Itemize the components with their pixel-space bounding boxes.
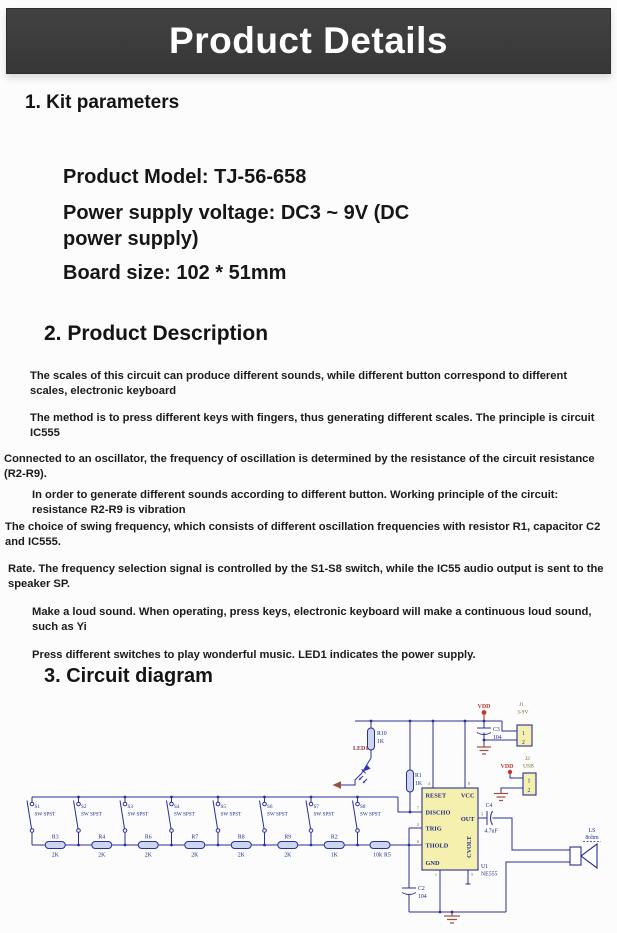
resistor-value: 2K [237, 852, 245, 859]
connector-pin: 1 [527, 778, 531, 785]
resistor-r7 [185, 835, 205, 859]
ic-pin-number: 4 [427, 781, 430, 786]
connector-pin: 2 [527, 788, 531, 794]
description-paragraph: Connected to an oscillator, the frequency of oscillation is determined by the resistance of the circuit resistance (R2-R9). [4, 453, 595, 480]
capacitor-ref: C3 [493, 727, 500, 733]
ground-icon [444, 912, 460, 923]
ic-pin-number: 6 [416, 839, 419, 844]
resistor-ref: R4 [98, 834, 106, 841]
description-paragraph: Make a loud sound. When operating, press keys, electronic keyboard will make a continuous loud sound, such as Yi [32, 606, 592, 633]
connector-j2 [523, 756, 536, 795]
product-description-body [0, 369, 617, 663]
connector-ref: J2 [525, 756, 530, 762]
switch-type: SW SPST [313, 811, 335, 818]
connector-j1 [517, 702, 532, 746]
capacitor-ref: C4 [485, 803, 493, 809]
resistor-ref: R10 [377, 731, 387, 737]
product-description-heading: 2. Product Description [44, 322, 269, 345]
switch-type: SW SPST [127, 811, 149, 818]
switch-ref: S3 [127, 804, 133, 810]
power-arrow-icon [333, 781, 342, 789]
resistor-r6 [138, 835, 158, 859]
speaker-ref: LS [588, 828, 596, 834]
ic-pin-thold: THOLD [425, 842, 449, 850]
resistor-ref: R6 [144, 834, 152, 841]
resistor-r1 [407, 770, 423, 792]
description-paragraph: The scales of this circuit can produce different sounds, while different button correspond to different scales, electronic keyboard [30, 370, 568, 397]
connector-pin: 1 [522, 731, 525, 737]
switch-type: SW SPST [174, 811, 195, 818]
switch-type: SW SPST [34, 811, 56, 818]
capacitor-ref: C2 [418, 886, 425, 892]
resistor-value: 2K [191, 852, 199, 859]
ic-pin-number: 2 [416, 822, 419, 827]
resistor-r9 [278, 835, 298, 859]
switch-s8 [353, 797, 382, 845]
resistor-ref: R9 [284, 834, 292, 841]
switch-ref: S5 [220, 804, 226, 810]
switch-ref: S4 [174, 804, 180, 810]
header-banner [6, 8, 611, 74]
ic-pin-gnd: GND [425, 860, 440, 867]
capacitor-value: 104 [418, 894, 427, 900]
resistor-value: 1K [377, 739, 385, 745]
resistor-ref: R3 [51, 834, 59, 841]
led-icon [353, 746, 371, 783]
resistor-value: 2K [284, 852, 292, 859]
ic-pin-reset: RESET [425, 792, 447, 800]
led-ref: LED1 [353, 746, 369, 752]
resistor-ref: R2 [330, 834, 338, 841]
speaker-value: 8ohm [585, 835, 599, 841]
resistor-r4 [92, 835, 112, 859]
ic-part-number: NE555 [481, 871, 498, 878]
kit-parameters-list [63, 164, 483, 286]
ground-icon [494, 791, 508, 801]
vdd-flag-icon [478, 704, 492, 721]
vdd-label: VDD [500, 764, 514, 770]
connector-ref: J1 [519, 702, 524, 708]
switch-type: SW SPST [267, 811, 288, 818]
resistor-ref: R5 [384, 852, 391, 859]
capacitor-c3 [477, 727, 502, 741]
resistor-ref: R8 [237, 834, 245, 841]
switch-ref: S8 [360, 804, 366, 810]
description-paragraph: The choice of swing frequency, which consists of different oscillation frequencies with resistor R1, capacitor C2 and IC555. [5, 521, 601, 548]
kit-power-line: Power supply voltage: DC3 ~ 9V (DC power supply) [63, 202, 410, 250]
ic-pin-number: 1 [434, 872, 437, 877]
resistor-r5 [370, 842, 391, 859]
resistor-r3 [45, 835, 65, 859]
circuit-diagram-heading: 3. Circuit diagram [44, 665, 213, 687]
ic-pin-number: 8 [468, 781, 471, 786]
resistor-value: 2K [98, 852, 106, 859]
ic-pin-discho: DISCHO [425, 809, 451, 817]
capacitor-c4 [484, 803, 498, 835]
ic-ref: U1 [481, 864, 489, 870]
description-paragraph: In order to generate different sounds according to different button. Working principle of the circuit: resistance R2-R9 is vibration [32, 489, 559, 516]
capacitor-value: 4.7uF [484, 828, 498, 835]
switch-type: SW SPST [360, 811, 381, 818]
ic-pin-number: 5 [471, 872, 474, 877]
capacitor-value: 104 [493, 735, 502, 741]
description-paragraph: Press different switches to play wonderful music. LED1 indicates the power supply. [32, 649, 476, 661]
description-paragraph: The method is to press different keys with fingers, thus generating different scales. The principle is circuit IC555 [30, 412, 595, 439]
capacitor-c2 [402, 886, 427, 900]
resistor-value: 1K [330, 852, 338, 859]
resistor-ref: R7 [191, 834, 199, 841]
ic-pin-cvolt: CVOLT [466, 836, 473, 858]
ground-icon [477, 744, 491, 754]
circuit-wires [32, 721, 570, 912]
kit-board-line: Board size: 102 * 51mm [63, 262, 287, 284]
kit-parameters-heading: 1. Kit parameters [25, 92, 180, 113]
circuit-diagram [25, 698, 610, 931]
connector-label: USB [523, 763, 534, 770]
ic-pin-number: 3 [481, 811, 484, 817]
resistor-ref: R1 [415, 773, 422, 779]
switch-type: SW SPST [81, 811, 102, 818]
ic-pin-number: 7 [416, 805, 419, 811]
switch-ref: S7 [313, 804, 319, 810]
description-paragraph: Rate. The frequency selection signal is controlled by the S1-S8 switch, while the IC55 audio output is sent to the speaker SP. [8, 563, 604, 590]
ic-pin-out: OUT [460, 815, 475, 823]
resistor-value: 10k [373, 852, 382, 859]
switch-ref: S2 [81, 804, 87, 810]
switch-type: SW SPST [220, 811, 242, 818]
switch-ref: S6 [267, 804, 273, 810]
vdd-flag-icon [501, 764, 515, 774]
resistor-value: 1K [415, 781, 423, 787]
resistor-value: 2K [51, 852, 59, 859]
connector-label: 3-9V [517, 709, 529, 716]
resistor-r10 [368, 728, 387, 750]
speaker-icon [565, 828, 601, 868]
ic-pin-vcc: VCC [460, 792, 475, 800]
ic-pin-trig: TRIG [425, 825, 442, 833]
switch-ref: S1 [34, 804, 40, 810]
vdd-label: VDD [477, 704, 491, 710]
page-title: Product Details [169, 20, 448, 61]
kit-model-line: Product Model: TJ-56-658 [63, 166, 307, 188]
resistor-value: 2K [144, 852, 152, 859]
resistor-r8 [231, 835, 251, 859]
resistor-r2 [324, 835, 344, 859]
connector-pin: 2 [522, 740, 525, 746]
